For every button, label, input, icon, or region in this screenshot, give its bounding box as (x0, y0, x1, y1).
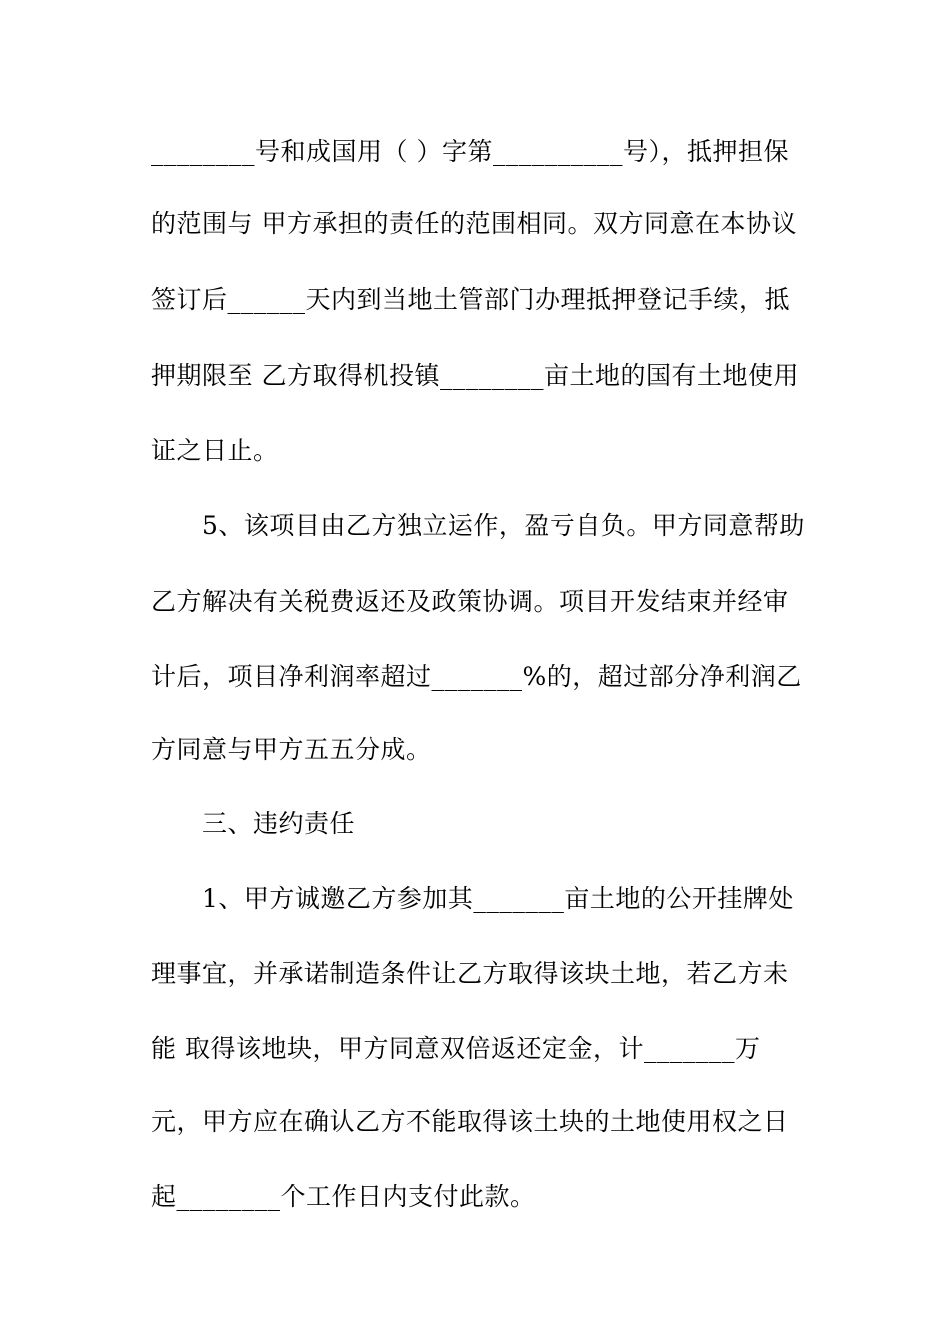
paragraph-line: 的范围与 甲方承担的责任的范围相同。双方同意在本协议 (151, 209, 797, 238)
paragraph-line: 1、甲方诚邀乙方参加其_______亩土地的公开挂牌处 (202, 884, 794, 913)
paragraph-line: 计后，项目净利润率超过_______%的，超过部分净利润乙 (151, 662, 802, 691)
paragraph-line: 押期限至 乙方取得机投镇________亩土地的国有土地使用 (151, 361, 799, 390)
paragraph-line: 能 取得该地块，甲方同意双倍返还定金，计_______万 (151, 1034, 761, 1063)
paragraph-line: 理事宜，并承诺制造条件让乙方取得该块土地，若乙方未 (151, 959, 789, 988)
paragraph-line: 起________个工作日内支付此款。 (151, 1182, 536, 1211)
paragraph-line: 签订后______天内到当地土管部门办理抵押登记手续，抵 (151, 285, 791, 314)
paragraph-line: 5、该项目由乙方独立运作，盈亏自负。甲方同意帮助 (202, 511, 805, 540)
paragraph-line: 证之日止。 (151, 436, 279, 465)
paragraph-line: 乙方解决有关税费返还及政策协调。项目开发结束并经审 (151, 587, 789, 616)
section-heading: 三、违约责任 (202, 809, 356, 838)
paragraph-line: 元，甲方应在确认乙方不能取得该土块的土地使用权之日 (151, 1107, 789, 1136)
paragraph-line: 方同意与甲方五五分成。 (151, 735, 432, 764)
paragraph-line: ________号和成国用（ ）字第__________号），抵押担保 (151, 137, 789, 166)
